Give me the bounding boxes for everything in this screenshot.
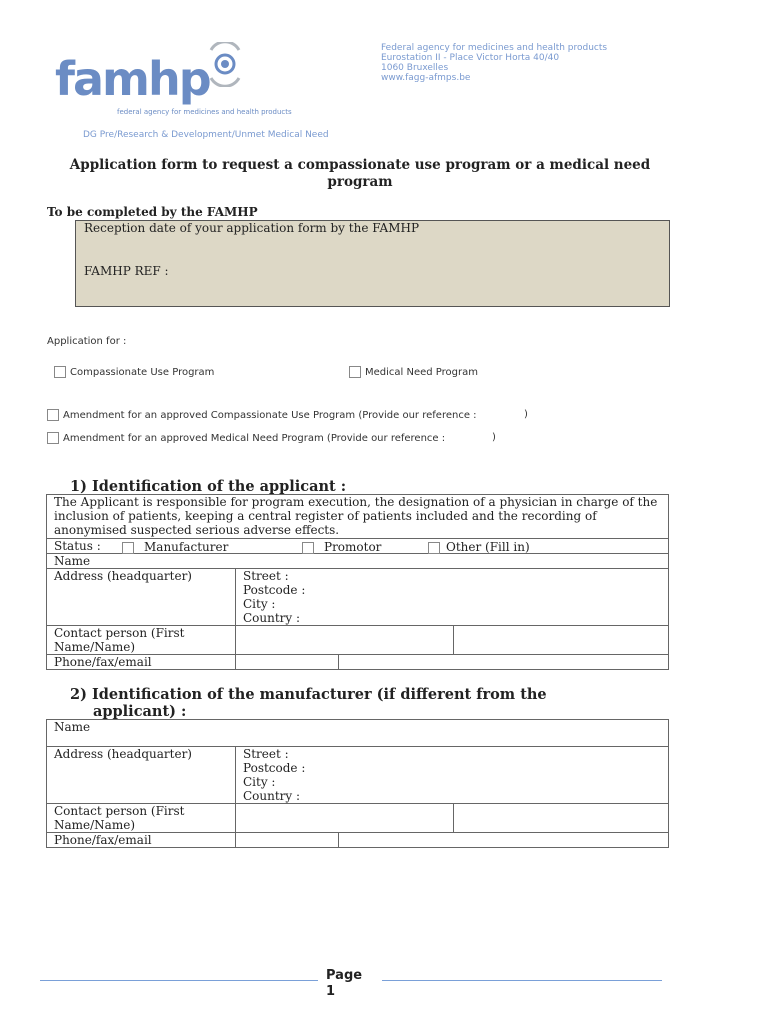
applicant-intro: The Applicant is responsible for program execution, the designation of a physician in charge of the inclusion of patients, keeping a central register of patients included and the recording of anonymised suspected serious adverse effects. <box>47 495 669 539</box>
fax-field[interactable] <box>339 655 669 670</box>
name-label: Name <box>47 554 669 569</box>
section-2-heading-line-1: 2) Identification of the manufacturer (if different from the <box>70 686 547 703</box>
city-label: City : <box>243 597 276 611</box>
country-label: Country : <box>243 611 301 625</box>
m-name-label: Name <box>47 720 669 747</box>
m-phone-label: Phone/fax/email <box>47 833 236 848</box>
m-postcode-label: Postcode : <box>243 761 306 775</box>
phone-field[interactable] <box>236 655 339 670</box>
manufacturer-option[interactable] <box>122 540 228 554</box>
logo-text: famhp <box>55 52 210 106</box>
cup-checkbox[interactable] <box>54 366 66 378</box>
title-line-1: Application form to request a compassionate use program or a medical need <box>69 157 651 173</box>
mnp-checkbox[interactable] <box>349 366 361 378</box>
m-city-label: City : <box>243 775 276 789</box>
famhp-box <box>75 220 670 307</box>
agency-street: Eurostation II - Place Victor Horta 40/40 <box>381 53 560 63</box>
agency-website[interactable]: www.fagg-afmps.be <box>381 73 471 83</box>
famhp-logo <box>55 42 292 122</box>
contact-first-name-field[interactable] <box>236 626 454 655</box>
address-field[interactable] <box>236 569 669 626</box>
page-number <box>326 968 362 1000</box>
famhp-ref-label: FAMHP REF : <box>84 264 169 278</box>
dg-label: DG Pre/Research & Development/Unmet Medical Need <box>83 130 329 140</box>
promotor-label: Promotor <box>324 540 382 554</box>
section-2-heading <box>70 686 547 720</box>
amend-cup-checkbox[interactable] <box>47 409 59 421</box>
section-2-heading-line-2: applicant) : <box>93 703 187 720</box>
footer-rule-left <box>40 980 318 981</box>
promotor-option[interactable] <box>302 540 381 554</box>
contact-label: Contact person (First Name/Name) <box>47 626 236 655</box>
manufacturer-checkbox[interactable] <box>122 542 134 554</box>
mnp-label: Medical Need Program <box>365 367 478 378</box>
status-label: Status : <box>54 539 101 553</box>
amend-mnp-label: Amendment for an approved Medical Need Program (Provide our reference : <box>63 433 446 444</box>
postcode-label: Postcode : <box>243 583 306 597</box>
m-fax-field[interactable] <box>339 833 669 848</box>
manufacturer-table <box>46 719 669 848</box>
m-address-label: Address (headquarter) <box>47 747 236 804</box>
other-checkbox[interactable] <box>428 542 440 554</box>
m-address-field[interactable] <box>236 747 669 804</box>
applicant-table <box>46 494 669 670</box>
m-street-label: Street : <box>243 747 289 761</box>
amend-cup-option[interactable] <box>47 409 477 421</box>
agency-name: Federal agency for medicines and health products <box>381 43 608 53</box>
page-number-value: 1 <box>326 984 336 999</box>
agency-address <box>381 43 607 83</box>
m-contact-name-field[interactable] <box>454 804 669 833</box>
m-contact-label: Contact person (First Name/Name) <box>47 804 236 833</box>
logo-tagline: federal agency for medicines and health products <box>117 108 292 116</box>
section-1-heading: 1) Identification of the applicant : <box>70 478 347 495</box>
agency-city: 1060 Bruxelles <box>381 63 449 73</box>
cup-option[interactable] <box>54 366 214 378</box>
other-option[interactable] <box>428 540 530 554</box>
amend-mnp-checkbox[interactable] <box>47 432 59 444</box>
manufacturer-label: Manufacturer <box>144 540 229 554</box>
page-title <box>40 157 680 191</box>
famhp-heading: To be completed by the FAMHP <box>47 205 258 219</box>
address-label: Address (headquarter) <box>47 569 236 626</box>
cup-label: Compassionate Use Program <box>70 367 215 378</box>
mnp-option[interactable] <box>349 366 478 378</box>
footer-rule-right <box>382 980 662 981</box>
amend-mnp-close: ) <box>492 432 496 443</box>
page-label: Page <box>326 968 363 983</box>
amend-cup-label: Amendment for an approved Compassionate Use Program (Provide our reference : <box>63 410 477 421</box>
m-phone-field[interactable] <box>236 833 339 848</box>
promotor-checkbox[interactable] <box>302 542 314 554</box>
other-label: Other (Fill in) <box>446 540 530 554</box>
title-line-2: program <box>327 174 393 190</box>
phone-label: Phone/fax/email <box>47 655 236 670</box>
street-label: Street : <box>243 569 289 583</box>
amend-mnp-option[interactable] <box>47 432 445 444</box>
amend-cup-close: ) <box>524 409 528 420</box>
logo-swirl-icon <box>205 42 245 87</box>
m-contact-first-name-field[interactable] <box>236 804 454 833</box>
reception-date-label: Reception date of your application form by the FAMHP <box>84 221 420 235</box>
contact-name-field[interactable] <box>454 626 669 655</box>
status-row <box>47 539 669 554</box>
application-for-label: Application for : <box>47 336 127 347</box>
m-country-label: Country : <box>243 789 301 803</box>
